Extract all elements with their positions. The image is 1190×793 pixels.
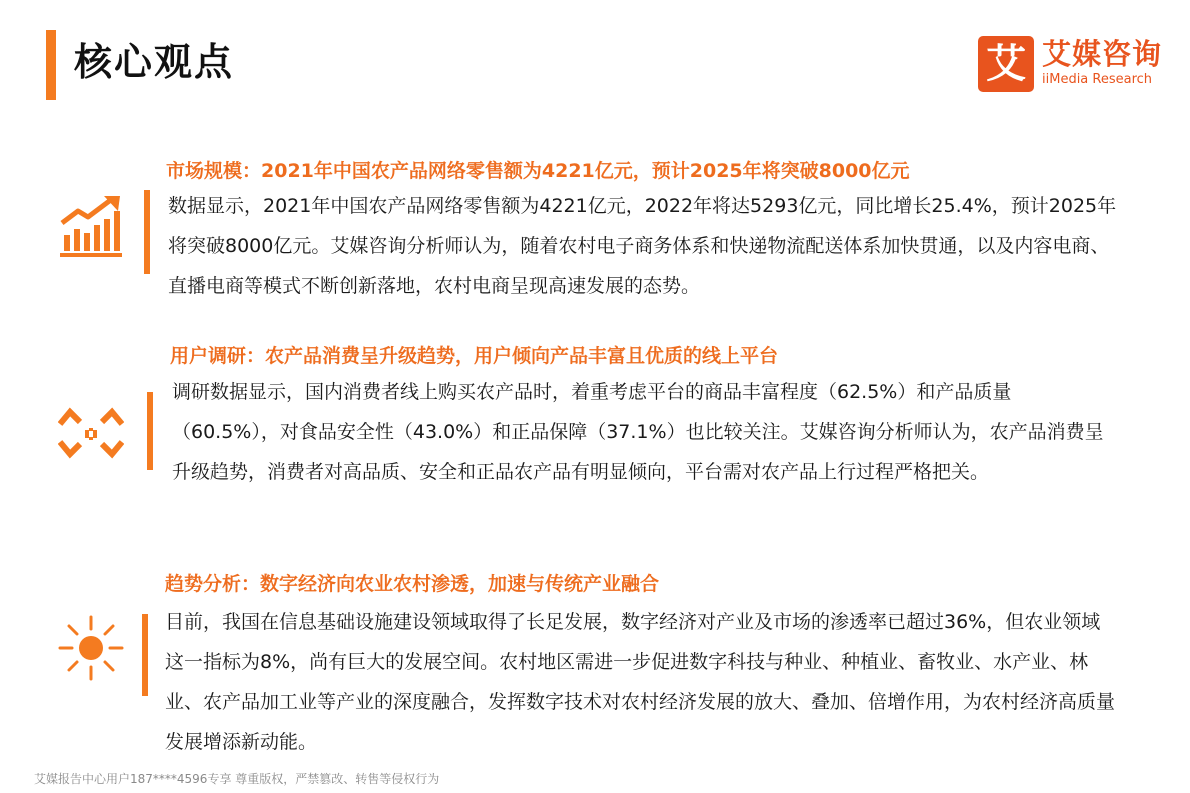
copyright-watermark: 艾媒报告中心用户187****4596专享 尊重版权，严禁篡改、转售等侵权行为	[34, 772, 440, 786]
section-body: 目前，我国在信息基础设施建设领域取得了长足发展，数字经济对产业及市场的渗透率已超过36%，但农业领域这一指标为8%，尚有巨大的发展空间。农村地区需进一步促进数字科技与种业、种植业、畜牧业、水产业、林业、农产品加工业等产业的深度融合，发挥数字技术对农村经济发展的放大、叠加、倍增作用，为农村经济高质量发展增添新动能。	[165, 611, 1116, 753]
section-heading: 用户调研：农产品消费呈升级趋势，用户倾向产品丰富且优质的线上平台	[170, 345, 779, 367]
section-accent-bar	[147, 392, 153, 470]
logo-name: 艾媒咨询	[1042, 37, 1163, 71]
section-accent-bar	[144, 190, 150, 274]
sun-icon	[58, 615, 124, 685]
page-title: 核心观点	[74, 40, 235, 84]
brand-logo	[978, 36, 1178, 96]
logo-subtitle: iiMedia Research	[1042, 72, 1153, 87]
logo-mark: 艾	[978, 36, 1034, 92]
section-body: 调研数据显示，国内消费者线上购买农产品时，着重考虑平台的商品丰富程度（62.5%）和产品质量（60.5%），对食品安全性（43.0%）和正品保障（37.1%）也比较关注。艾媒咨询分析师认为，农产品消费呈升级趋势，消费者对高品质、安全和正品农产品有明显倾向，平台需对农产品上行过程严格把关。	[172, 381, 1104, 483]
title-accent-bar	[46, 30, 56, 100]
focus-target-icon	[58, 402, 124, 468]
section-body: 数据显示，2021年中国农产品网络零售额为4221亿元，2022年将达5293亿元，同比增长25.4%，预计2025年将突破8000亿元。艾媒咨询分析师认为，随着农村电子商务体系和快递物流配送体系加快贯通，以及内容电商、直播电商等模式不断创新落地，农村电商呈现高速发展的态势。	[168, 195, 1117, 297]
growth-chart-icon	[58, 195, 124, 261]
section-heading: 市场规模：2021年中国农产品网络零售额为4221亿元，预计2025年将突破8000亿元	[166, 160, 910, 182]
section-heading: 趋势分析：数字经济向农业农村渗透，加速与传统产业融合	[165, 573, 660, 595]
section-accent-bar	[142, 614, 148, 696]
